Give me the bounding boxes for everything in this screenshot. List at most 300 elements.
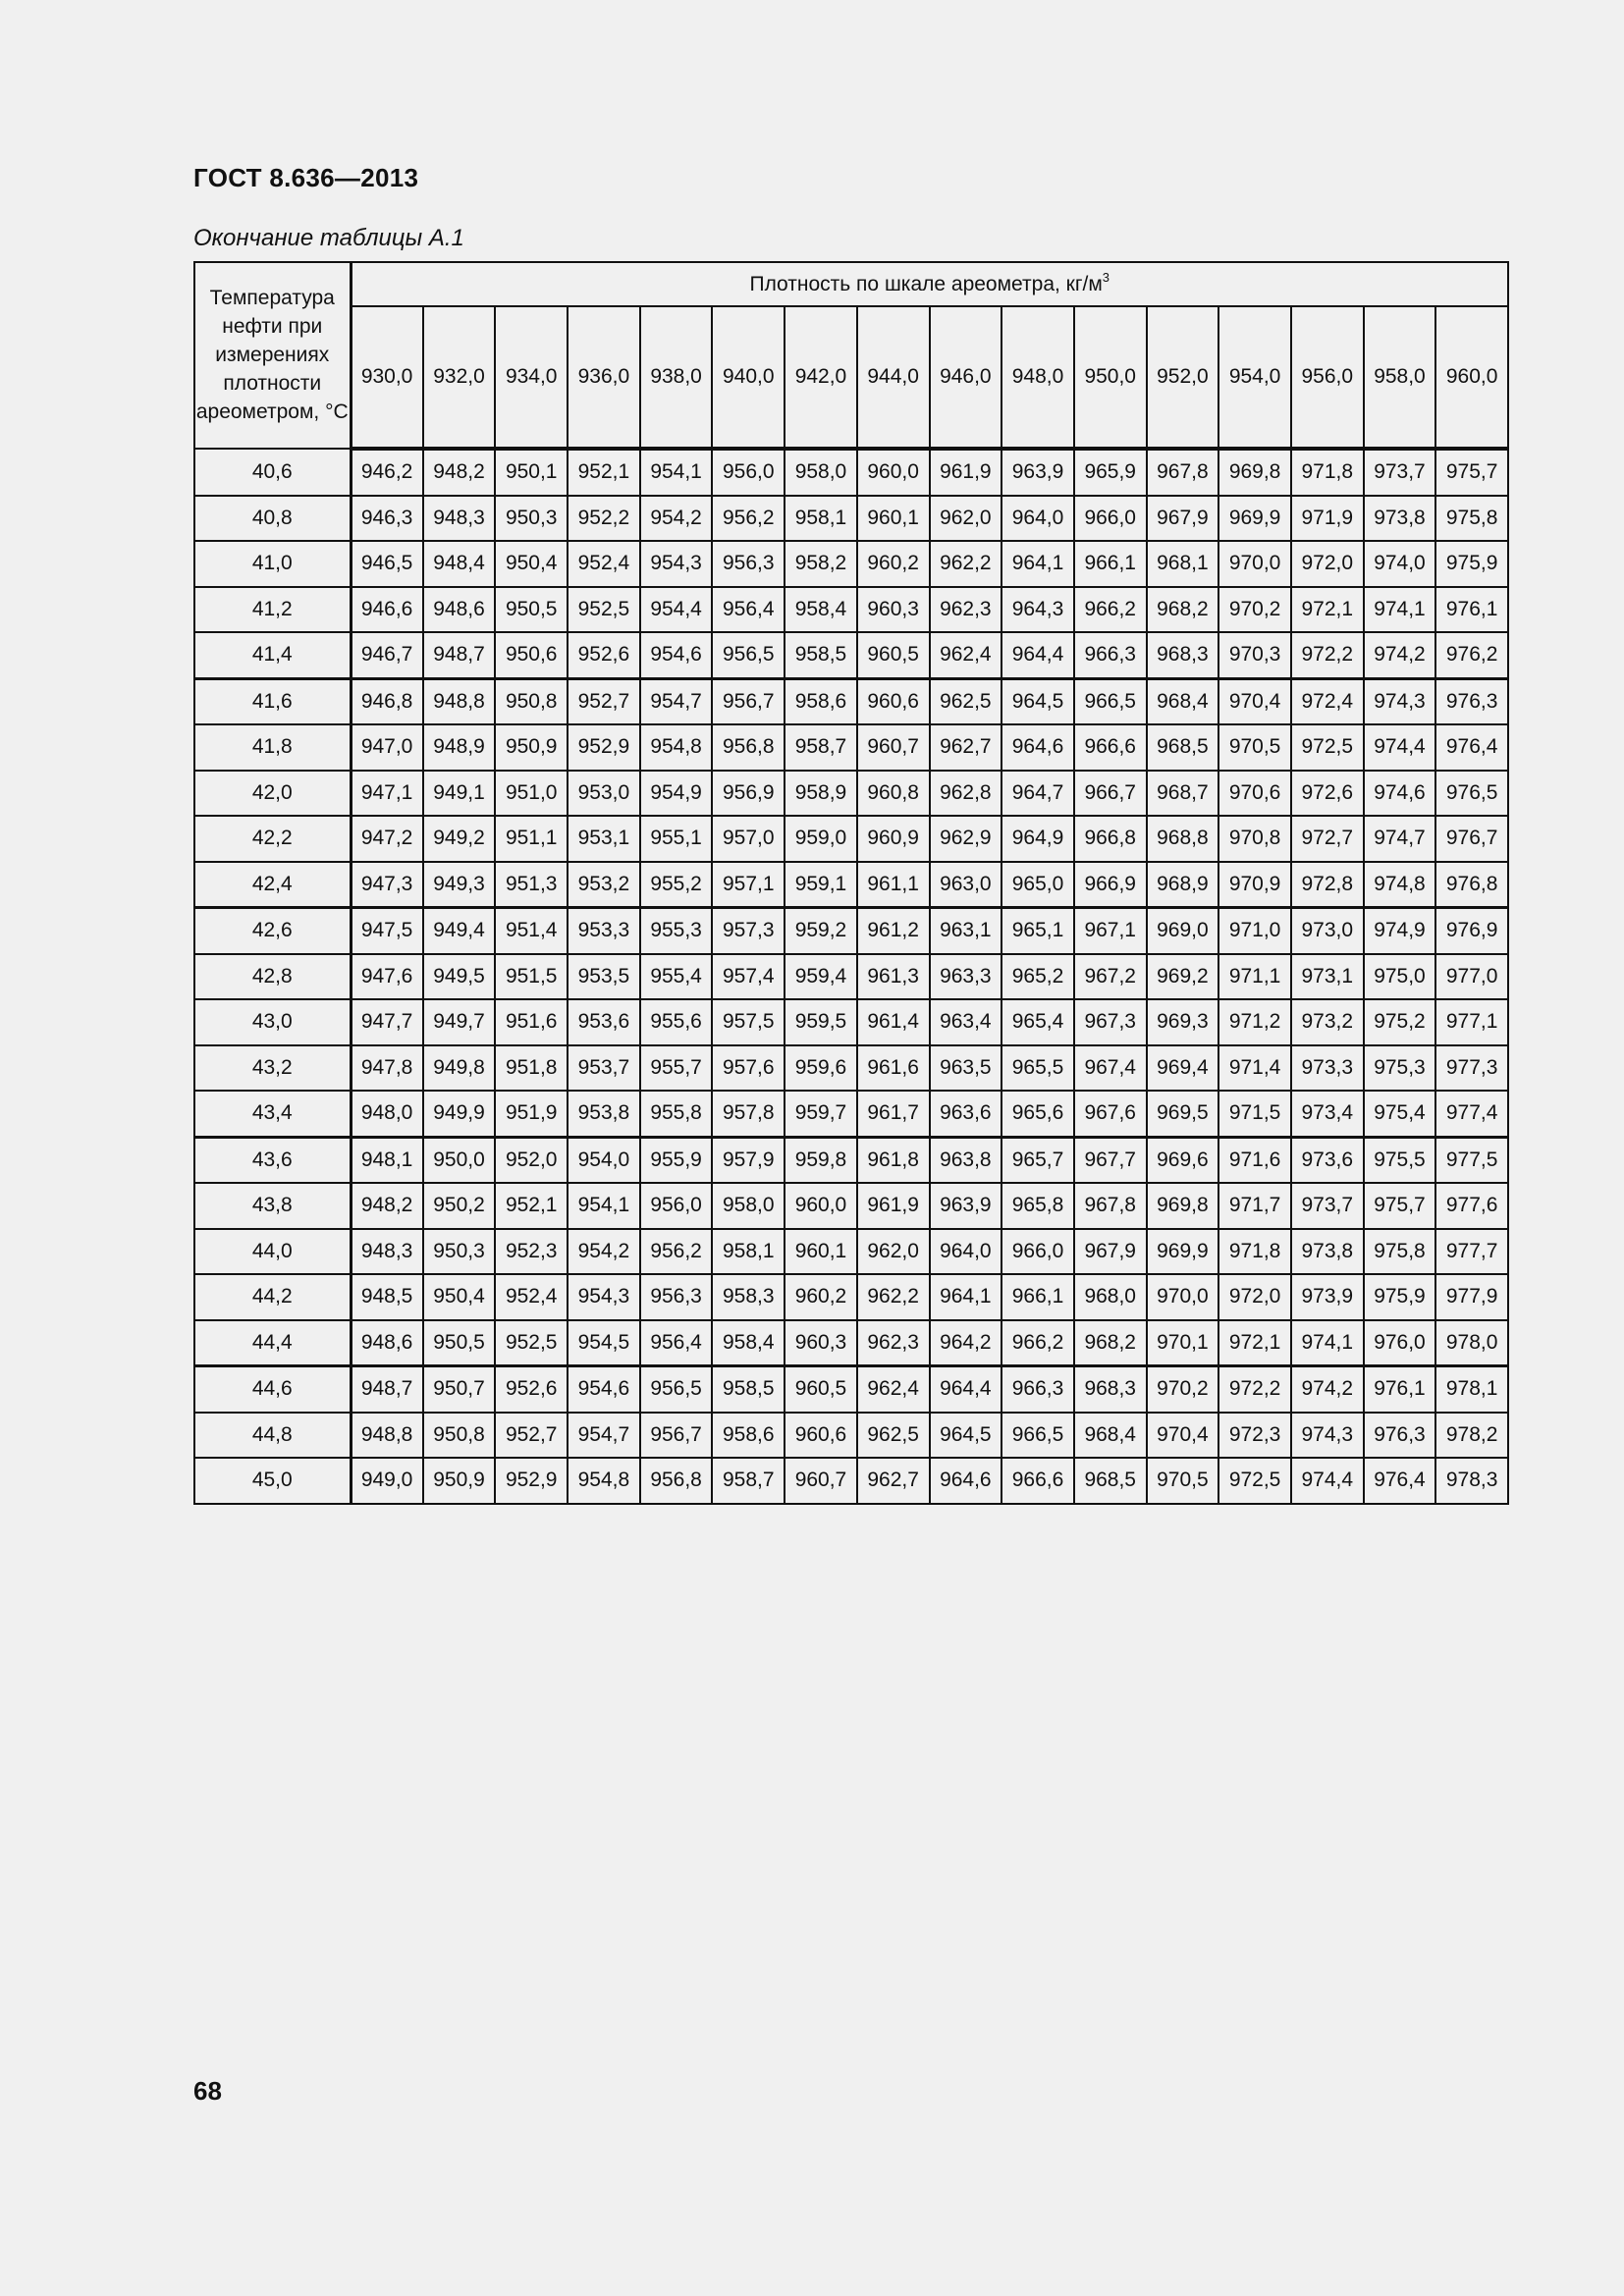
density-cell: 975,0 <box>1364 954 1436 1000</box>
density-cell: 963,0 <box>930 862 1002 908</box>
density-cell: 967,8 <box>1074 1183 1147 1229</box>
density-column-header: 958,0 <box>1364 306 1436 449</box>
density-cell: 970,2 <box>1218 587 1291 633</box>
density-cell: 955,2 <box>640 862 713 908</box>
density-cell: 956,7 <box>640 1413 713 1459</box>
density-cell: 972,2 <box>1218 1366 1291 1413</box>
density-cell: 948,0 <box>351 1091 423 1137</box>
table-row <box>194 587 1508 633</box>
density-column-header: 954,0 <box>1218 306 1291 449</box>
density-cell: 966,3 <box>1074 632 1147 678</box>
density-cell: 966,9 <box>1074 862 1147 908</box>
density-cell: 954,8 <box>568 1458 640 1504</box>
density-cell: 957,8 <box>712 1091 785 1137</box>
density-cell: 952,7 <box>495 1413 568 1459</box>
density-cell: 960,3 <box>857 587 930 633</box>
density-column-header: 956,0 <box>1291 306 1364 449</box>
table-row <box>194 862 1508 908</box>
density-cell: 975,7 <box>1364 1183 1436 1229</box>
density-cell: 949,7 <box>423 999 496 1045</box>
density-cell: 954,9 <box>640 771 713 817</box>
temperature-cell: 43,8 <box>194 1183 351 1229</box>
density-cell: 967,1 <box>1074 908 1147 954</box>
density-cell: 957,9 <box>712 1137 785 1183</box>
density-cell: 948,8 <box>423 678 496 724</box>
temperature-cell: 42,4 <box>194 862 351 908</box>
density-cell: 954,7 <box>640 678 713 724</box>
density-cell: 966,3 <box>1001 1366 1074 1413</box>
density-cell: 971,4 <box>1218 1045 1291 1092</box>
density-cell: 971,6 <box>1218 1137 1291 1183</box>
density-cell: 950,3 <box>495 496 568 542</box>
density-cell: 954,2 <box>640 496 713 542</box>
density-cell: 954,8 <box>640 724 713 771</box>
density-cell: 963,9 <box>1001 449 1074 496</box>
density-cell: 948,3 <box>351 1229 423 1275</box>
density-cell: 951,0 <box>495 771 568 817</box>
table-row <box>194 908 1508 954</box>
density-cell: 962,4 <box>857 1366 930 1413</box>
density-column-header: 942,0 <box>785 306 857 449</box>
density-cell: 976,0 <box>1364 1320 1436 1366</box>
density-cell: 956,2 <box>640 1229 713 1275</box>
density-cell: 950,8 <box>495 678 568 724</box>
density-cell: 948,8 <box>351 1413 423 1459</box>
density-cell: 946,3 <box>351 496 423 542</box>
density-cell: 952,2 <box>568 496 640 542</box>
density-cell: 968,2 <box>1147 587 1219 633</box>
density-cell: 952,3 <box>495 1229 568 1275</box>
document-header: ГОСТ 8.636—2013 <box>193 163 419 192</box>
density-cell: 977,9 <box>1435 1274 1508 1320</box>
density-cell: 973,9 <box>1291 1274 1364 1320</box>
density-cell: 976,4 <box>1364 1458 1436 1504</box>
density-cell: 961,4 <box>857 999 930 1045</box>
density-cell: 968,2 <box>1074 1320 1147 1366</box>
table-row <box>194 1458 1508 1504</box>
density-cell: 976,1 <box>1364 1366 1436 1413</box>
density-cell: 969,8 <box>1218 449 1291 496</box>
density-cell: 957,6 <box>712 1045 785 1092</box>
density-cell: 954,1 <box>640 449 713 496</box>
density-cell: 962,9 <box>930 816 1002 862</box>
density-cell: 973,7 <box>1291 1183 1364 1229</box>
density-cell: 960,2 <box>785 1274 857 1320</box>
density-cell: 973,3 <box>1291 1045 1364 1092</box>
density-cell: 962,7 <box>930 724 1002 771</box>
density-cell: 946,5 <box>351 541 423 587</box>
density-cell: 950,2 <box>423 1183 496 1229</box>
density-cell: 950,3 <box>423 1229 496 1275</box>
temperature-cell: 42,6 <box>194 908 351 954</box>
density-cell: 968,7 <box>1147 771 1219 817</box>
density-cell: 972,4 <box>1291 678 1364 724</box>
density-cell: 954,7 <box>568 1413 640 1459</box>
density-cell: 975,9 <box>1364 1274 1436 1320</box>
density-cell: 962,2 <box>930 541 1002 587</box>
density-cell: 951,6 <box>495 999 568 1045</box>
density-column-header: 932,0 <box>423 306 496 449</box>
density-cell: 949,8 <box>423 1045 496 1092</box>
density-cell: 949,2 <box>423 816 496 862</box>
density-cell: 965,0 <box>1001 862 1074 908</box>
density-cell: 947,6 <box>351 954 423 1000</box>
density-cell: 961,8 <box>857 1137 930 1183</box>
density-cell: 967,4 <box>1074 1045 1147 1092</box>
density-cell: 978,1 <box>1435 1366 1508 1413</box>
density-cell: 948,6 <box>423 587 496 633</box>
density-cell: 962,5 <box>857 1413 930 1459</box>
density-cell: 963,3 <box>930 954 1002 1000</box>
density-cell: 978,0 <box>1435 1320 1508 1366</box>
density-cell: 976,4 <box>1435 724 1508 771</box>
density-cell: 960,6 <box>857 678 930 724</box>
density-cell: 960,2 <box>857 541 930 587</box>
density-cell: 953,1 <box>568 816 640 862</box>
temperature-cell: 44,6 <box>194 1366 351 1413</box>
density-cell: 961,3 <box>857 954 930 1000</box>
table-row <box>194 1137 1508 1183</box>
density-cell: 974,3 <box>1291 1413 1364 1459</box>
density-cell: 974,0 <box>1364 541 1436 587</box>
density-cell: 973,6 <box>1291 1137 1364 1183</box>
density-cell: 973,2 <box>1291 999 1364 1045</box>
density-cell: 952,4 <box>495 1274 568 1320</box>
density-cell: 974,8 <box>1364 862 1436 908</box>
table-row <box>194 954 1508 1000</box>
density-cell: 952,6 <box>568 632 640 678</box>
density-cell: 963,4 <box>930 999 1002 1045</box>
density-cell: 974,2 <box>1291 1366 1364 1413</box>
density-cell: 954,3 <box>640 541 713 587</box>
density-cell: 950,7 <box>423 1366 496 1413</box>
density-cell: 948,4 <box>423 541 496 587</box>
density-cell: 958,4 <box>785 587 857 633</box>
density-cell: 947,8 <box>351 1045 423 1092</box>
density-cell: 955,3 <box>640 908 713 954</box>
density-cell: 969,2 <box>1147 954 1219 1000</box>
density-cell: 976,3 <box>1435 678 1508 724</box>
density-cell: 949,1 <box>423 771 496 817</box>
temperature-cell: 43,4 <box>194 1091 351 1137</box>
density-cell: 950,5 <box>495 587 568 633</box>
table-row <box>194 1366 1508 1413</box>
density-cell: 977,4 <box>1435 1091 1508 1137</box>
density-cell: 955,1 <box>640 816 713 862</box>
density-cell: 948,7 <box>423 632 496 678</box>
density-cell: 966,1 <box>1001 1274 1074 1320</box>
density-cell: 960,0 <box>857 449 930 496</box>
density-cell: 951,4 <box>495 908 568 954</box>
temperature-cell: 42,2 <box>194 816 351 862</box>
density-column-header: 934,0 <box>495 306 568 449</box>
density-cell: 950,4 <box>423 1274 496 1320</box>
density-cell: 973,0 <box>1291 908 1364 954</box>
density-cell: 975,8 <box>1435 496 1508 542</box>
density-cell: 971,8 <box>1218 1229 1291 1275</box>
density-cell: 966,0 <box>1074 496 1147 542</box>
density-cell: 972,7 <box>1291 816 1364 862</box>
density-cell: 950,8 <box>423 1413 496 1459</box>
density-cell: 951,3 <box>495 862 568 908</box>
table-row <box>194 999 1508 1045</box>
density-cell: 978,2 <box>1435 1413 1508 1459</box>
density-cell: 953,8 <box>568 1091 640 1137</box>
density-cell: 959,4 <box>785 954 857 1000</box>
density-cell: 961,7 <box>857 1091 930 1137</box>
density-cell: 950,5 <box>423 1320 496 1366</box>
density-cell: 971,9 <box>1291 496 1364 542</box>
density-cell: 958,5 <box>712 1366 785 1413</box>
density-column-header: 960,0 <box>1435 306 1508 449</box>
density-cell: 971,1 <box>1218 954 1291 1000</box>
density-cell: 970,1 <box>1147 1320 1219 1366</box>
density-cell: 956,4 <box>640 1320 713 1366</box>
density-cell: 970,6 <box>1218 771 1291 817</box>
density-cell: 954,3 <box>568 1274 640 1320</box>
density-cell: 975,9 <box>1435 541 1508 587</box>
density-cell: 978,3 <box>1435 1458 1508 1504</box>
density-cell: 952,0 <box>495 1137 568 1183</box>
page-number: 68 <box>193 2076 222 2106</box>
density-cell: 964,6 <box>1001 724 1074 771</box>
density-cell: 972,0 <box>1291 541 1364 587</box>
table-row <box>194 1320 1508 1366</box>
density-cell: 968,0 <box>1074 1274 1147 1320</box>
density-cell: 958,0 <box>712 1183 785 1229</box>
temperature-cell: 44,8 <box>194 1413 351 1459</box>
density-cell: 969,9 <box>1218 496 1291 542</box>
density-cell: 960,9 <box>857 816 930 862</box>
density-cell: 952,4 <box>568 541 640 587</box>
density-cell: 946,8 <box>351 678 423 724</box>
density-cell: 960,8 <box>857 771 930 817</box>
density-column-header: 952,0 <box>1147 306 1219 449</box>
temperature-cell: 42,8 <box>194 954 351 1000</box>
density-cell: 948,5 <box>351 1274 423 1320</box>
density-cell: 960,5 <box>857 632 930 678</box>
density-cell: 954,6 <box>640 632 713 678</box>
density-cell: 960,5 <box>785 1366 857 1413</box>
density-cell: 950,4 <box>495 541 568 587</box>
table-row <box>194 632 1508 678</box>
density-cell: 962,2 <box>857 1274 930 1320</box>
table-row <box>194 816 1508 862</box>
density-cell: 968,5 <box>1074 1458 1147 1504</box>
density-cell: 951,1 <box>495 816 568 862</box>
density-cell: 958,6 <box>785 678 857 724</box>
density-cell: 948,3 <box>423 496 496 542</box>
density-cell: 947,7 <box>351 999 423 1045</box>
density-cell: 949,0 <box>351 1458 423 1504</box>
density-cell: 967,3 <box>1074 999 1147 1045</box>
density-cell: 956,5 <box>712 632 785 678</box>
density-cell: 975,7 <box>1435 449 1508 496</box>
density-cell: 974,1 <box>1364 587 1436 633</box>
density-cell: 972,1 <box>1218 1320 1291 1366</box>
density-cell: 949,3 <box>423 862 496 908</box>
density-cell: 970,5 <box>1218 724 1291 771</box>
density-cell: 951,9 <box>495 1091 568 1137</box>
density-cell: 976,8 <box>1435 862 1508 908</box>
density-cell: 977,6 <box>1435 1183 1508 1229</box>
density-cell: 966,2 <box>1001 1320 1074 1366</box>
density-cell: 968,5 <box>1147 724 1219 771</box>
density-cell: 952,1 <box>495 1183 568 1229</box>
density-cell: 964,0 <box>1001 496 1074 542</box>
density-cell: 976,7 <box>1435 816 1508 862</box>
table-row <box>194 1091 1508 1137</box>
density-cell: 965,6 <box>1001 1091 1074 1137</box>
density-cell: 956,3 <box>640 1274 713 1320</box>
density-cell: 961,9 <box>857 1183 930 1229</box>
table-row <box>194 678 1508 724</box>
density-cell: 970,0 <box>1147 1274 1219 1320</box>
density-cell: 950,9 <box>423 1458 496 1504</box>
density-cell: 948,2 <box>351 1183 423 1229</box>
density-cell: 959,6 <box>785 1045 857 1092</box>
density-cell: 951,5 <box>495 954 568 1000</box>
density-cell: 964,9 <box>1001 816 1074 862</box>
density-cell: 964,1 <box>930 1274 1002 1320</box>
density-cell: 969,3 <box>1147 999 1219 1045</box>
density-column-header: 938,0 <box>640 306 713 449</box>
density-cell: 954,6 <box>568 1366 640 1413</box>
density-cell: 955,7 <box>640 1045 713 1092</box>
density-cell: 964,7 <box>1001 771 1074 817</box>
density-cell: 964,5 <box>930 1413 1002 1459</box>
density-column-header: 930,0 <box>351 306 423 449</box>
density-cell: 974,2 <box>1364 632 1436 678</box>
density-cell: 948,6 <box>351 1320 423 1366</box>
density-group-header <box>351 262 1508 306</box>
density-cell: 965,5 <box>1001 1045 1074 1092</box>
density-cell: 975,2 <box>1364 999 1436 1045</box>
density-cell: 959,8 <box>785 1137 857 1183</box>
density-cell: 958,1 <box>785 496 857 542</box>
density-cell: 968,1 <box>1147 541 1219 587</box>
density-cell: 972,2 <box>1291 632 1364 678</box>
density-cell: 956,8 <box>640 1458 713 1504</box>
density-cell: 957,0 <box>712 816 785 862</box>
density-cell: 967,7 <box>1074 1137 1147 1183</box>
density-cell: 964,4 <box>1001 632 1074 678</box>
density-cell: 953,5 <box>568 954 640 1000</box>
density-column-header: 948,0 <box>1001 306 1074 449</box>
density-cell: 958,1 <box>712 1229 785 1275</box>
density-cell: 968,3 <box>1147 632 1219 678</box>
density-cell: 959,1 <box>785 862 857 908</box>
density-cell: 974,7 <box>1364 816 1436 862</box>
density-column-header: 944,0 <box>857 306 930 449</box>
density-cell: 976,3 <box>1364 1413 1436 1459</box>
density-table <box>193 261 1509 1505</box>
density-cell: 966,8 <box>1074 816 1147 862</box>
density-cell: 949,4 <box>423 908 496 954</box>
density-cell: 952,6 <box>495 1366 568 1413</box>
density-cell: 955,9 <box>640 1137 713 1183</box>
density-cell: 958,9 <box>785 771 857 817</box>
density-cell: 969,5 <box>1147 1091 1219 1137</box>
density-cell: 954,1 <box>568 1183 640 1229</box>
density-cell: 956,0 <box>712 449 785 496</box>
density-cell: 974,6 <box>1364 771 1436 817</box>
table-row <box>194 449 1508 496</box>
temperature-cell: 44,2 <box>194 1274 351 1320</box>
density-column-header: 950,0 <box>1074 306 1147 449</box>
density-cell: 973,4 <box>1291 1091 1364 1137</box>
density-cell: 974,9 <box>1364 908 1436 954</box>
density-cell: 962,8 <box>930 771 1002 817</box>
temperature-cell: 40,6 <box>194 449 351 496</box>
density-cell: 967,6 <box>1074 1091 1147 1137</box>
density-cell: 970,2 <box>1147 1366 1219 1413</box>
density-cell: 966,1 <box>1074 541 1147 587</box>
table-row <box>194 1274 1508 1320</box>
density-cell: 968,3 <box>1074 1366 1147 1413</box>
density-cell: 976,1 <box>1435 587 1508 633</box>
density-cell: 958,3 <box>712 1274 785 1320</box>
density-cell: 959,2 <box>785 908 857 954</box>
density-cell: 966,2 <box>1074 587 1147 633</box>
table-row <box>194 1413 1508 1459</box>
density-cell: 960,1 <box>857 496 930 542</box>
density-cell: 956,2 <box>712 496 785 542</box>
density-cell: 972,0 <box>1218 1274 1291 1320</box>
density-cell: 970,9 <box>1218 862 1291 908</box>
density-cell: 958,7 <box>785 724 857 771</box>
density-cell: 970,5 <box>1147 1458 1219 1504</box>
density-cell: 975,5 <box>1364 1137 1436 1183</box>
density-cell: 966,7 <box>1074 771 1147 817</box>
density-cell: 955,8 <box>640 1091 713 1137</box>
density-cell: 958,7 <box>712 1458 785 1504</box>
density-cell: 946,6 <box>351 587 423 633</box>
density-cell: 964,4 <box>930 1366 1002 1413</box>
density-cell: 960,1 <box>785 1229 857 1275</box>
density-cell: 953,2 <box>568 862 640 908</box>
density-column-header: 936,0 <box>568 306 640 449</box>
density-cell: 955,6 <box>640 999 713 1045</box>
density-cell: 960,0 <box>785 1183 857 1229</box>
table-row <box>194 1229 1508 1275</box>
density-cell: 973,1 <box>1291 954 1364 1000</box>
density-cell: 968,4 <box>1147 678 1219 724</box>
density-cell: 973,8 <box>1364 496 1436 542</box>
table-row <box>194 1045 1508 1092</box>
density-cell: 976,9 <box>1435 908 1508 954</box>
density-cell: 958,5 <box>785 632 857 678</box>
density-cell: 977,1 <box>1435 999 1508 1045</box>
density-cell: 965,7 <box>1001 1137 1074 1183</box>
density-cell: 969,4 <box>1147 1045 1219 1092</box>
density-cell: 961,2 <box>857 908 930 954</box>
density-cell: 953,3 <box>568 908 640 954</box>
density-cell: 952,7 <box>568 678 640 724</box>
density-cell: 971,7 <box>1218 1183 1291 1229</box>
density-cell: 961,6 <box>857 1045 930 1092</box>
density-cell: 968,4 <box>1074 1413 1147 1459</box>
density-cell: 962,3 <box>857 1320 930 1366</box>
density-cell: 970,4 <box>1147 1413 1219 1459</box>
density-cell: 965,9 <box>1074 449 1147 496</box>
density-cell: 955,4 <box>640 954 713 1000</box>
density-cell: 962,0 <box>930 496 1002 542</box>
density-cell: 967,9 <box>1074 1229 1147 1275</box>
density-cell: 952,9 <box>568 724 640 771</box>
density-cell: 951,8 <box>495 1045 568 1092</box>
density-cell: 954,5 <box>568 1320 640 1366</box>
